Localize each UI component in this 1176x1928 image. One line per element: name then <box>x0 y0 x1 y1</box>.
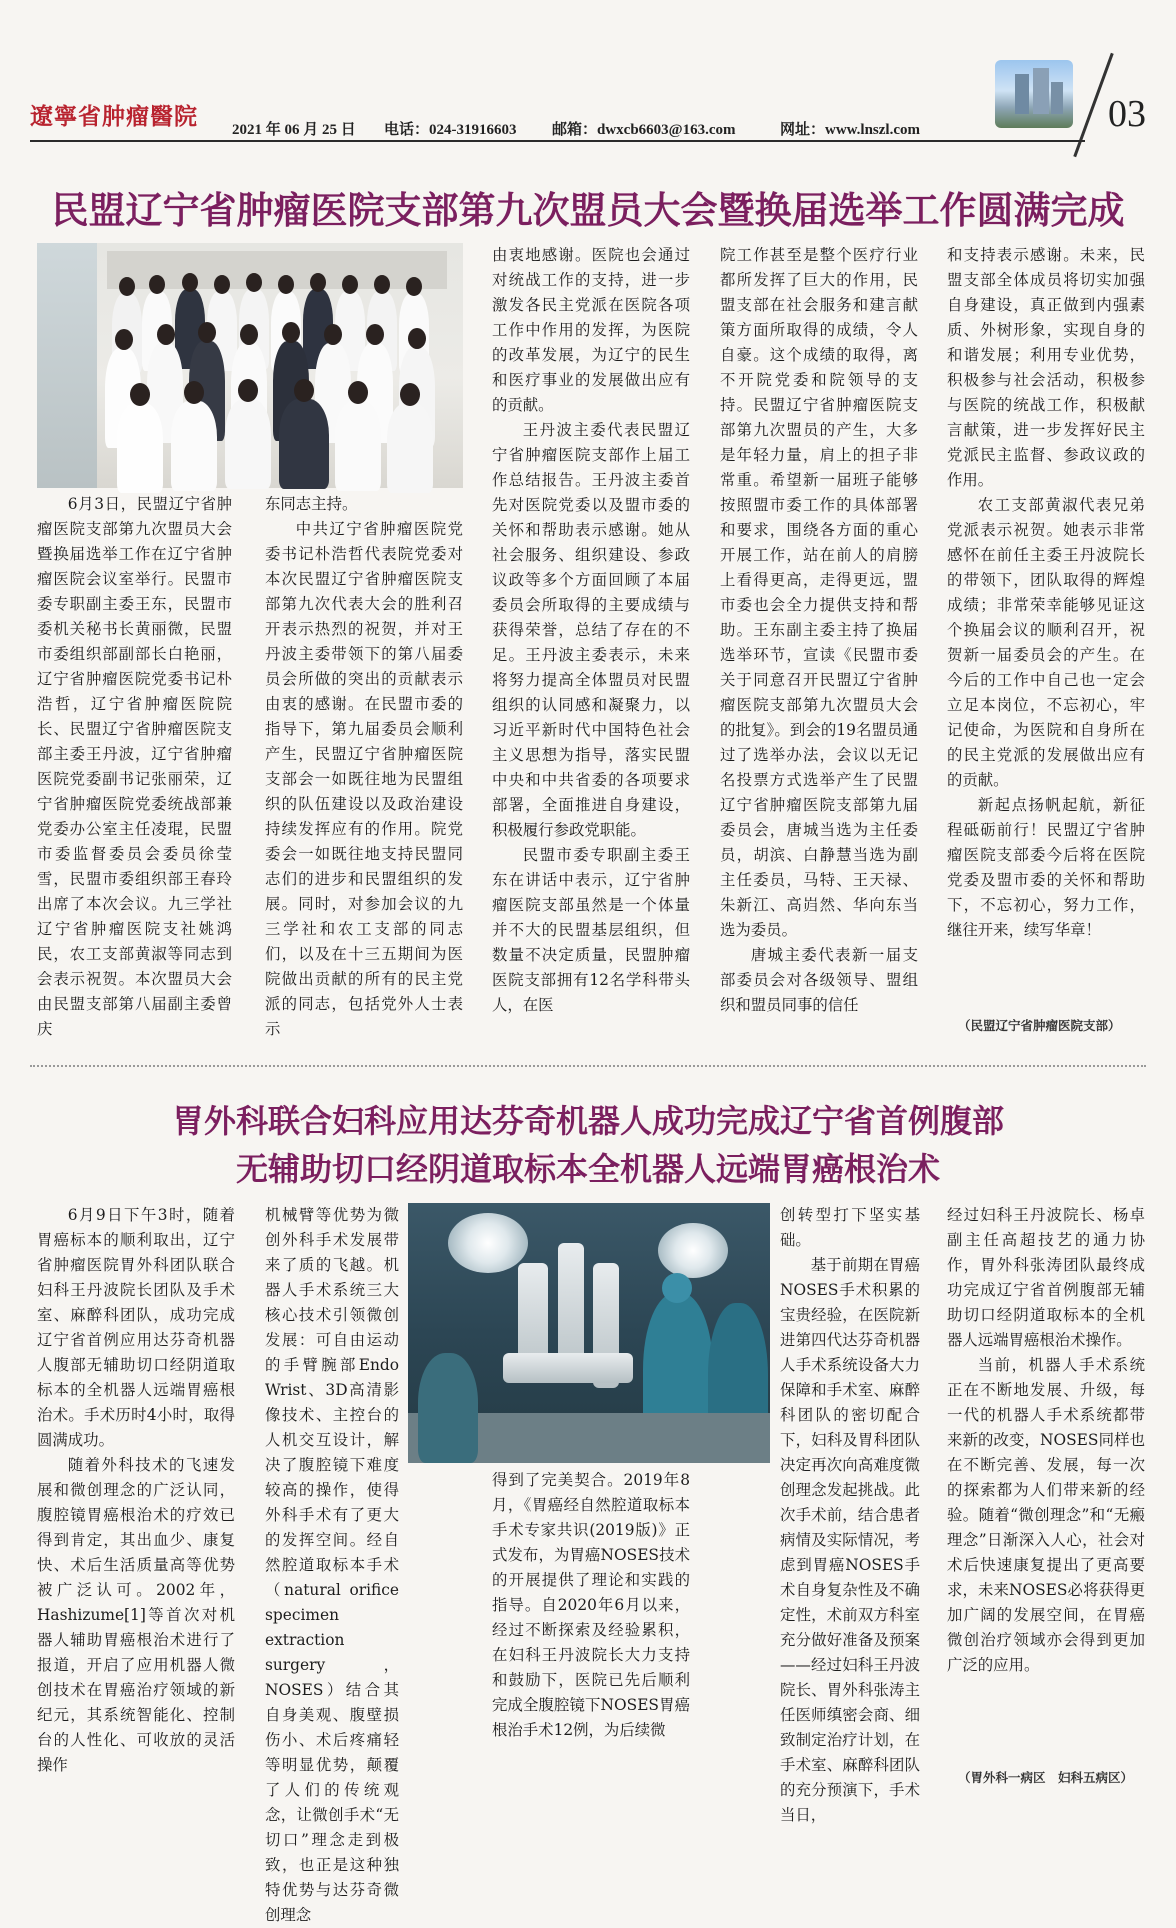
article2-col1: 6月9日下午3时，随着胃癌标本的顺利取出，辽宁省肿瘤医院胃外科团队联合妇科王丹波院长团队及手术室、麻醉科团队，成功完成辽宁省首例应用达芬奇机器人腹部无辅助切口经阴道取标本的全机器人远端胃癌根治术。手术历时4小时，取得圆满成功。 随着外科技术的飞速发展和微创理念的广泛认同，腹腔镜胃癌根治术的疗效已得到肯定，其出血少、康复快、术后生活质量高等优势被广泛认可。2002年，Hashizume[1]等首次对机器人辅助胃癌根治术进行了报道，开启了应用机器人微创技术在胃癌治疗领域的新纪元，其系统智能化、控制台的人性化、可收放的灵活操作 <box>37 1206 235 1774</box>
article1-credit: （民盟辽宁省肿瘤医院支部） <box>958 1018 1121 1033</box>
article2-credit: （胃外科一病区 妇科五病区） <box>958 1770 1134 1785</box>
article1-col3: 由衷地感谢。医院也会通过对统战工作的支持，进一步激发各民主党派在医院各项工作中作用的发挥，为医院的改革发展，为辽宁的民生和医疗事业的发展做出应有的贡献。 王丹波主委代表民盟辽宁省肿瘤医院支部作上届工作总结报告。王丹波主委首先对医院党委以及盟市委的关怀和帮助表示感谢。她从社会服务、组织建设、参政议政等多个方面回顾了本届委员会所取得的主要成绩与获得荣誉，总结了存在的不足。王丹波主委表示，未来将努力提高全体盟员对民盟组织的认同感和凝聚力，以习近平新时代中国特色社会主义思想为指导，落实民盟中央和中共省委的各项要求部署，全面推进自身建设，积极履行参政党职能。 民盟市委专职副主委王东在讲话中表示，辽宁省肿瘤医院支部虽然是一个体量并不大的民盟基层组织，但数量不决定质量，民盟肿瘤医院支部拥有12名学科带头人，在医 <box>492 246 690 1014</box>
article-divider <box>30 1065 1146 1067</box>
masthead-logo: 遼寧省肿瘤醫院 <box>30 103 198 130</box>
article2-col2: 机械臂等优势为微创外科手术发展带来了质的飞越。机器人手术系统三大核心技术引领微创发展：可自由运动的手臂腕部Endo Wrist、3D高清影像技术、主控台的人机交互设计，解决了腹腔镜下难度较高的操作，使得外科手术有了更大的发挥空间。经自然腔道取标本手术（natural orifice specimen extraction surgery，NOSES）结合其自身美观、腹壁损伤小、术后疼痛轻等明显优势，颠覆了人们的传统观念，让微创手术“无切口”理念走到极致，也正是这种独特优势与达芬奇微创理念 <box>265 1206 399 1924</box>
page-number: 03 <box>1108 93 1146 135</box>
article1-col2: 东同志主持。 中共辽宁省肿瘤医院党委书记朴浩哲代表院党委对本次民盟辽宁省肿瘤医院支部第九次代表大会的胜利召开表示热烈的祝贺，并对王丹波主委带领下的第八届委员会所做的突出的贡献表示由衷的感谢。在民盟市委的指导下，第九届委员会顺利产生，民盟辽宁省肿瘤医院支部会一如既往地为民盟组织的队伍建设以及政治建设持续发挥应有的作用。院党委会一如既往地支持民盟同志们的进步和民盟组织的发展。同时，对参加会议的九三学社和农工支部的同志们，以及在十三五期间为医院做出贡献的所有的民主党派的同志，包括党外人士表示 <box>265 495 463 1038</box>
article2-headline-line1: 胃外科联合妇科应用达芬奇机器人成功完成辽宁省首例腹部 <box>171 1102 1004 1140</box>
website: 网址：www.lnszl.com <box>780 122 920 138</box>
hospital-building-thumbnail <box>995 60 1073 128</box>
issue-date: 2021 年 06 月 25 日 <box>232 122 356 138</box>
article1-col4: 院工作甚至是整个医疗行业都所发挥了巨大的作用，民盟支部在社会服务和建言献策方面所取得的成绩，令人自豪。这个成绩的取得，离不开院党委和院领导的支持。民盟辽宁省肿瘤医院支部第九次盟员的产生，大多是年轻力量，肩上的担子非常重。希望新一届班子能够按照盟市委工作的具体部署和要求，围绕各方面的重心开展工作，站在前人的肩膀上看得更高，走得更远，盟市委也会全力提供支持和帮助。王东副主委主持了换届选举环节，宣读《民盟市委关于同意召开民盟辽宁省肿瘤医院支部第九次盟员大会的批复》。到会的19名盟员通过了选举办法，会议以无记名投票方式选举产生了民盟辽宁省肿瘤医院支部第九届委员会，唐城当选为主任委员，胡滨、白静慧当选为副主任委员，马特、王天禄、朱新江、高岿然、华向东当选为委员。 唐城主委代表新一届支部委员会对各级领导、盟组织和盟员同事的信任 <box>720 246 918 1014</box>
article1-col1: 6月3日，民盟辽宁省肿瘤医院支部第九次盟员大会暨换届选举工作在辽宁省肿瘤医院会议室举行。民盟市委专职副主委王东，民盟市委机关秘书长黄丽微，民盟市委组织部副部长白艳丽，辽宁省肿瘤医院党委书记朴浩哲，辽宁省肿瘤医院院长、民盟辽宁省肿瘤医院支部主委王丹波，辽宁省肿瘤医院党委副书记张丽荣，辽宁省肿瘤医院党委统战部兼党委办公室主任凌琨，民盟市委监督委员会委员徐莹雪，民盟市委组织部王春玲出席了本次会议。九三学社辽宁省肿瘤医院支社姚鸿民，农工支部黄淑等同志到会表示祝贺。本次盟员大会由民盟支部第八届副主委曾庆 <box>37 495 232 1038</box>
article2-col5: 经过妇科王丹波院长、杨卓副主任高超技艺的通力协作，胃外科张涛团队最终成功完成辽宁省首例腹部无辅助切口经阴道取标本的全机器人远端胃癌根治术操作。 当前，机器人手术系统正在不断地发展、升级，每一代的机器人手术系统都带来新的改变，NOSES同样也在不断完善、发展，每一次的探索都为人们带来新的经验。随着“微创理念”和“无瘢理念”日渐深入人心，社会对术后快速康复提出了更高要求，未来NOSES必将获得更加广阔的发展空间，在胃癌微创治疗领域亦会得到更加广泛的应用。 <box>947 1206 1145 1674</box>
article2-headline-line2: 无辅助切口经阴道取标本全机器人远端胃癌根治术 <box>235 1150 940 1188</box>
article2-col3: 得到了完美契合。2019年8月，《胃癌经自然腔道取标本手术专家共识(2019版)》正式发布，为胃癌NOSES技术的开展提供了理论和实践的指导。自2020年6月以来，经过不断探索及经验累积，在妇科王丹波院长大力支持和鼓励下，医院已先后顺利完成全腹腔镜下NOSES胃癌根治手术12例，为后续微 <box>492 1471 690 1739</box>
operating-room-photo <box>408 1203 770 1463</box>
article1-col5: 和支持表示感谢。未来，民盟支部全体成员将切实加强自身建设，真正做到内强素质、外树形象，实现自身的和谐发展；利用专业优势，积极参与社会活动，积极参与医院的统战工作，积极献言献策，进一步发挥好民主党派民主监督、参政议政的作用。 农工支部黄淑代表兄弟党派表示祝贺。她表示非常感怀在前任主委王丹波院长的带领下，团队取得的辉煌成绩；非常荣幸能够见证这个换届会议的顺利召开，祝贺新一届委员会的产生。在今后的工作中自己也一定会立足本岗位，不忘初心，牢记使命，为医院和自身所在的民主党派的发展做出应有的贡献。 新起点扬帆起航，新征程砥砺前行！民盟辽宁省肿瘤医院支部委今后将在医院党委及盟市委的关怀和帮助下，不忘初心，努力工作，继往开来，续写华章！ <box>947 246 1145 939</box>
article1-headline: 民盟辽宁省肿瘤医院支部第九次盟员大会暨换届选举工作圆满完成 <box>51 189 1125 232</box>
email: 邮箱：dwxcb6603@163.com <box>552 122 736 138</box>
group-photo <box>37 243 463 488</box>
header-rule <box>30 140 1085 142</box>
article2-col4-top: 创转型打下坚实基础。 基于前期在胃癌NOSES手术积累的宝贵经验，在医院新进第四代达芬奇机器人手术系统设备大力保障和手术室、麻醉科团队的密切配合下，妇科及胃科团队决定再次向高难度微创理念发起挑战。此次手术前，结合患者病情及实际情况，考虑到胃癌NOSES手术自身复杂性及不确定性，术前双方科室充分做好准备及预案——经过妇科王丹波院长、胃外科张涛主任医师缜密会商、细致制定治疗计划，在手术室、麻醉科团队的充分预演下，手术当日， <box>780 1206 920 1824</box>
phone: 电话：024-31916603 <box>384 122 517 138</box>
